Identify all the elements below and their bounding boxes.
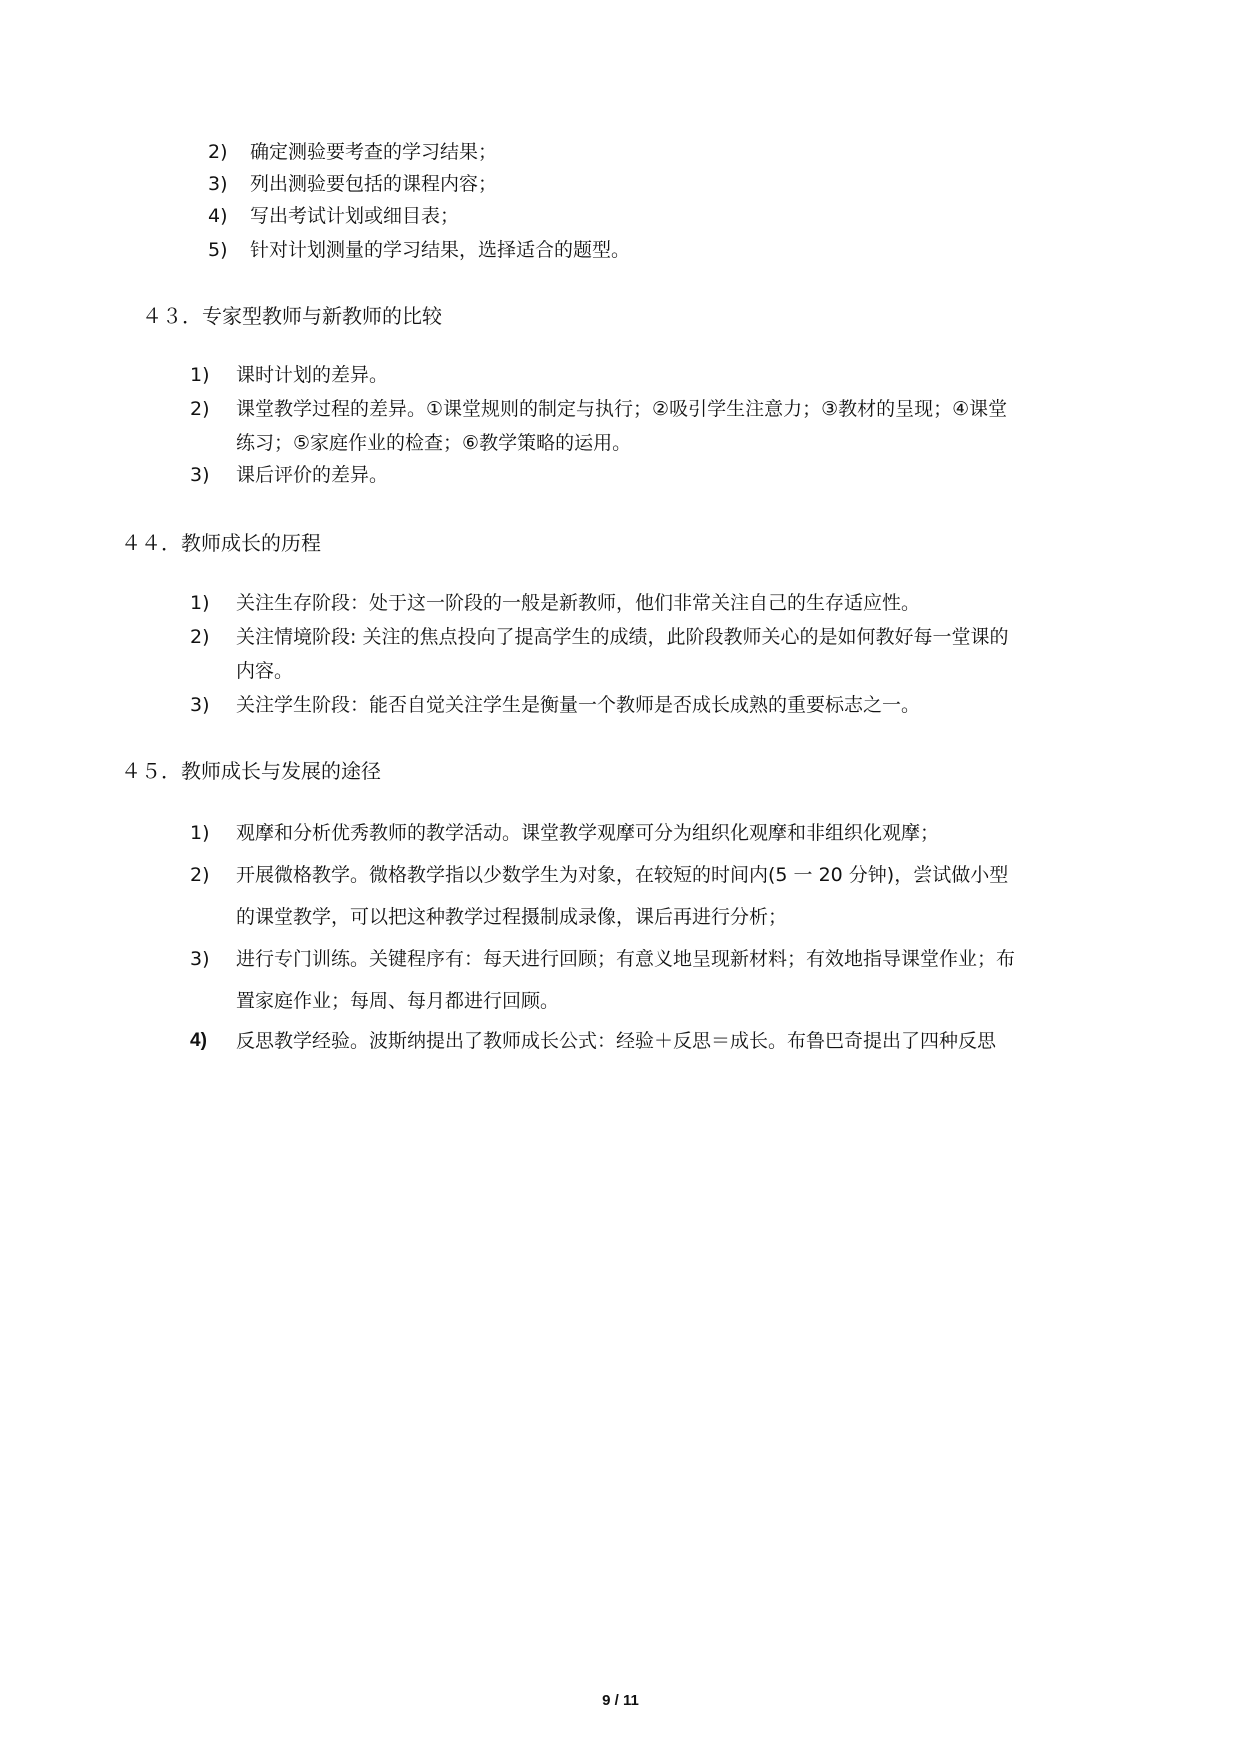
list-text: 确定测验要考查的学习结果；	[250, 141, 498, 163]
list-text: 针对计划测量的学习结果，选择适合的题型。	[250, 239, 631, 261]
list-text: 关注生存阶段：处于这一阶段的一般是新教师，他们非常关注自己的生存适应性。	[236, 592, 921, 614]
list-number: 2)	[190, 398, 210, 420]
list-text: 开展微格教学。微格教学指以少数学生为对象，在较短的时间内(5 一 20 分钟)，尝试做小型	[236, 864, 1009, 886]
list-number: 2)	[190, 864, 210, 886]
list-text-continued: 的课堂教学，可以把这种教学过程摄制成录像，课后再进行分析；	[236, 906, 788, 928]
list-number: 2)	[208, 141, 228, 163]
list-text-continued: 练习；⑤家庭作业的检查；⑥教学策略的运用。	[236, 432, 632, 454]
list-number: 2)	[190, 626, 210, 648]
list-text: 课时计划的差异。	[236, 364, 389, 386]
list-text: 反思教学经验。波斯纳提出了教师成长公式：经验＋反思＝成长。布鲁巴奇提出了四种反思	[236, 1030, 997, 1052]
list-number: 1)	[190, 592, 210, 614]
list-text-continued: 置家庭作业；每周、每月都进行回顾。	[236, 990, 560, 1012]
list-number: 5)	[208, 239, 228, 261]
list-text: 课后评价的差异。	[236, 464, 389, 486]
list-text: 进行专门训练。关键程序有：每天进行回顾；有意义地呈现新材料；有效地指导课堂作业；布	[236, 948, 1016, 970]
list-number: 3)	[190, 464, 210, 486]
section-heading-43: ４３．专家型教师与新教师的比较	[142, 304, 442, 328]
list-number: 3)	[190, 694, 210, 716]
section-heading-44: ４４．教师成长的历程	[121, 531, 321, 555]
list-number: 4)	[190, 1030, 207, 1051]
list-number: 1)	[190, 822, 210, 844]
list-text: 课堂教学过程的差异。①课堂规则的制定与执行；②吸引学生注意力；③教材的呈现；④课堂	[236, 398, 1008, 420]
list-text: 写出考试计划或细目表；	[250, 205, 460, 227]
list-text: 关注情境阶段: 关注的焦点投向了提高学生的成绩，此阶段教师关心的是如何教好每一堂课的	[236, 626, 1009, 648]
page-number: 9 / 11	[602, 1692, 639, 1709]
list-number: 3)	[190, 948, 210, 970]
list-text: 关注学生阶段：能否自觉关注学生是衡量一个教师是否成长成熟的重要标志之一。	[236, 694, 921, 716]
list-text-continued: 内容。	[236, 660, 294, 682]
list-number: 4)	[208, 205, 228, 227]
list-number: 3)	[208, 173, 228, 195]
list-text: 观摩和分析优秀教师的教学活动。课堂教学观摩可分为组织化观摩和非组织化观摩；	[236, 822, 940, 844]
list-number: 1)	[190, 364, 210, 386]
section-heading-45: ４５．教师成长与发展的途径	[121, 759, 381, 783]
list-text: 列出测验要包括的课程内容；	[250, 173, 498, 195]
